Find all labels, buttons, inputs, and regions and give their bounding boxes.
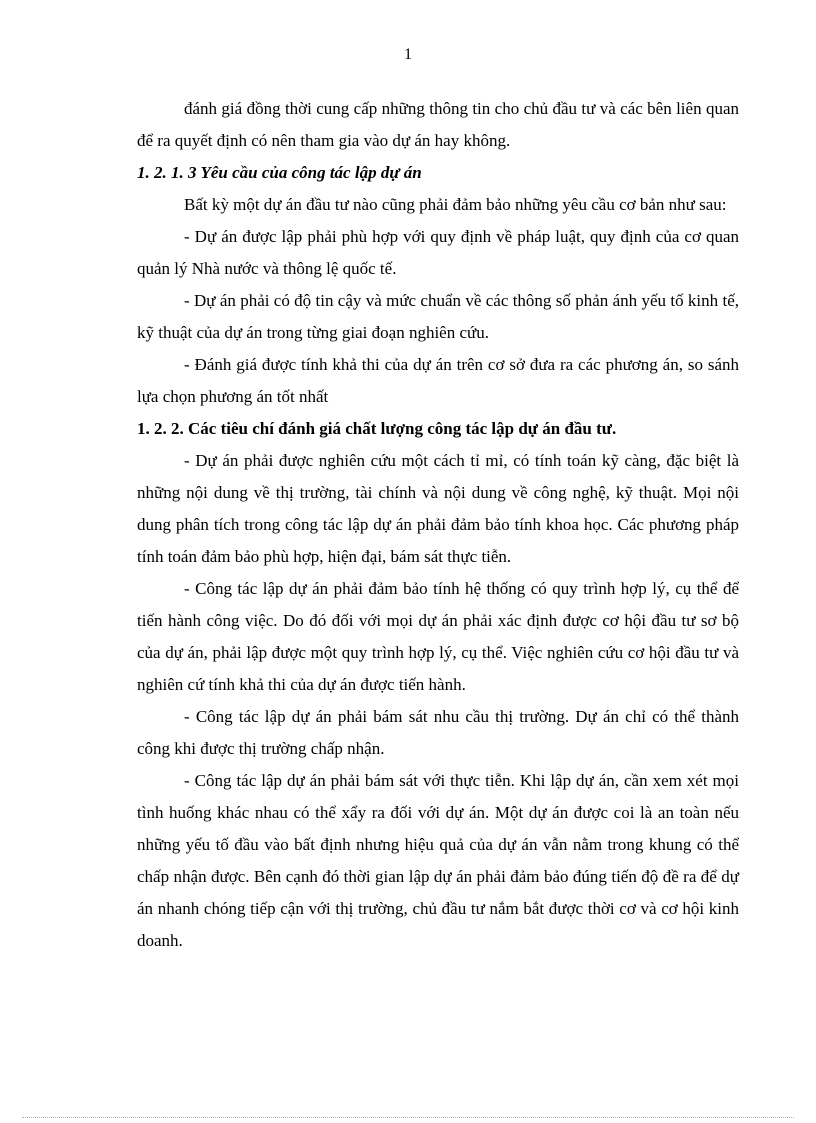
list-item-reliability: - Dự án phải có độ tin cậy và mức chuẩn về các thông số phản ánh yếu tố kinh tế, kỹ thuật của dự án trong từng giai đoạn nghiên cứu. — [137, 291, 739, 342]
criteria-item-practical: - Công tác lập dự án phải bám sát với thực tiễn. Khi lập dự án, cần xem xét mọi tình huống khác nhau có thể xẩy ra đối với dự án. Một dự án được coi là an toàn nếu những yếu tố đầu vào bất định nhưng hiệu quả của dự án vẫn nằm trong khung có thể chấp nhận được. Bên cạnh đó thời gian lập dự án phải đảm bảo đúng tiến độ đề ra để dự án nhanh chóng tiếp cận với thị trường, chủ đầu tư nắm bắt được thời cơ và cơ hội kinh doanh. — [137, 771, 739, 950]
document-body — [137, 93, 739, 957]
paragraph-requirements-intro: Bất kỳ một dự án đầu tư nào cũng phải đảm bảo những yêu cầu cơ bản như sau: — [184, 195, 727, 214]
section-heading-1-2-1-3: 1. 2. 1. 3 Yêu cầu của công tác lập dự án — [137, 163, 422, 182]
page-number: 1 — [404, 46, 412, 63]
criteria-item-market: - Công tác lập dự án phải bám sát nhu cầu thị trường. Dự án chỉ có thể thành công khi được thị trường chấp nhận. — [137, 707, 739, 758]
criteria-item-research: - Dự án phải được nghiên cứu một cách tỉ mỉ, có tính toán kỹ càng, đặc biệt là những nội dung về thị trường, tài chính và nội dung về công nghệ, kỹ thuật. Mọi nội dung phân tích trong công tác lập dự án phải đảm bảo tính khoa học. Các phương pháp tính toán đảm bảo phù hợp, hiện đại, bám sát thực tiễn. — [137, 451, 739, 566]
list-item-legal-compliance: - Dự án được lập phải phù hợp với quy định về pháp luật, quy định của cơ quan quản lý Nhà nước và thông lệ quốc tế. — [137, 227, 739, 278]
list-item-feasibility: - Đánh giá được tính khả thi của dự án trên cơ sở đưa ra các phương án, so sánh lựa chọn phương án tốt nhất — [137, 355, 739, 406]
section-heading-1-2-2: 1. 2. 2. Các tiêu chí đánh giá chất lượng công tác lập dự án đầu tư. — [137, 419, 617, 438]
paragraph-intro-continuation: đánh giá đồng thời cung cấp những thông tin cho chủ đầu tư và các bên liên quan để ra quyết định có nên tham gia vào dự án hay không. — [137, 99, 739, 150]
page-footer-divider — [22, 1117, 794, 1118]
criteria-item-systematic: - Công tác lập dự án phải đảm bảo tính hệ thống có quy trình hợp lý, cụ thể để tiến hành công việc. Do đó đối với mọi dự án phải xác định được cơ hội đầu tư sơ bộ của dự án, phải lập được một quy trình hợp lý, cụ thể. Việc nghiên cứu cơ hội đầu tư và nghiên cứ tính khả thi của dự án được tiến hành. — [137, 579, 739, 694]
